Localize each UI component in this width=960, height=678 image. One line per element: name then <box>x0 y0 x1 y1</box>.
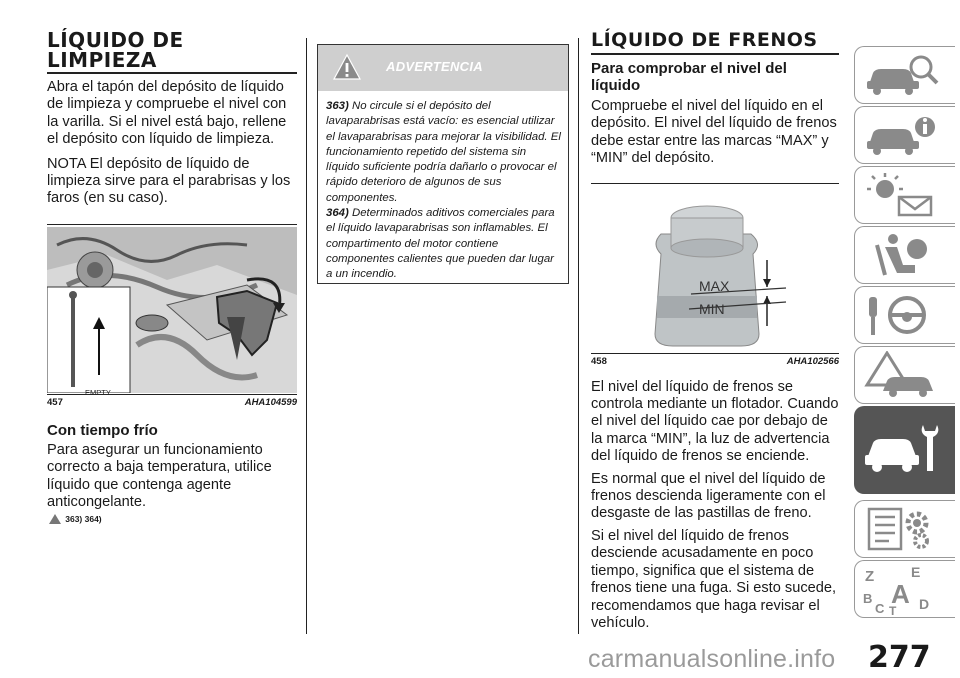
specifications-gear-icon <box>863 505 943 553</box>
page-number: 277 <box>868 640 931 675</box>
warning-triangle-icon <box>332 53 362 81</box>
index-letter-b: B <box>863 591 873 606</box>
index-letter-e: E <box>911 565 921 580</box>
section-title-washer-fluid <box>47 30 297 70</box>
tab-safety[interactable] <box>854 226 955 284</box>
figure-457 <box>47 224 297 408</box>
warning-text <box>318 91 568 283</box>
car-crash-warning-icon <box>863 351 943 399</box>
tab-starting-driving[interactable] <box>854 286 955 344</box>
figure-code: AHA104599 <box>244 396 297 408</box>
warning-item-2-text: Determinados aditivos comerciales para el líquido lavaparabrisas son inflamables. El compartimento del motor contiene componentes calientes que pueden dar lugar a un incendio. <box>326 207 555 281</box>
brake-paragraph-3: Es normal que el nivel del líquido de frenos descienda ligeramente con el desgaste de las pastillas de freno. <box>591 470 826 522</box>
washer-reservoir-illustration <box>47 225 297 393</box>
figure-bottom-rule <box>591 353 839 354</box>
max-mark-label: MAX <box>699 277 730 294</box>
warning-item-1-text: No circule si el depósito del lavaparabrisas está vacío: es esencial utilizar el lavaparabrisas para mejorar la visibilidad. El funcionamiento repetido del sistema sin líquido suficiente podría dañarlo o provocar el rápido deterioro de algunos de sus componentes. <box>326 100 561 204</box>
tab-car-inspection[interactable] <box>854 46 955 104</box>
warning-item-1-number: 363) <box>326 100 349 112</box>
airbag-seat-icon <box>863 231 943 279</box>
alphabet-index-icon <box>863 565 943 615</box>
column-divider-right <box>578 38 579 634</box>
column-divider-left <box>306 38 307 634</box>
index-letter-c: C <box>875 601 885 615</box>
index-letter-d: D <box>919 596 930 612</box>
tab-warning-lights[interactable] <box>854 166 955 224</box>
check-level-heading: Para comprobar el nivel del líquido <box>591 60 787 94</box>
section-title-brake-fluid: LÍQUIDO DE FRENOS <box>591 29 818 51</box>
figure-caption <box>591 356 839 367</box>
min-mark-label: MIN <box>699 300 725 317</box>
index-letter-a: A <box>891 579 910 609</box>
figure-number: 457 <box>47 396 63 408</box>
car-info-icon <box>863 111 943 159</box>
warning-box <box>317 44 569 284</box>
car-wrench-icon <box>863 411 945 489</box>
washer-paragraph-1: Abra el tapón del depósito de líquido de limpieza y compruebe el nivel con la varilla. Si el nivel está bajo, rellene el depósito con líquido de limpieza. <box>47 79 287 148</box>
brake-paragraph-2: El nivel del líquido de frenos se controla mediante un flotador. Cuando el nivel del líquido cae por debajo de la marca “MIN”, la luz de advertencia del líquido de frenos se enciende. <box>591 378 839 465</box>
title-line-2: LIMPIEZA <box>47 48 157 72</box>
title-underline <box>591 53 839 55</box>
figure-number: 458 <box>591 355 607 367</box>
brake-reservoir-illustration <box>591 184 839 352</box>
index-letter-z: Z <box>865 568 875 585</box>
washer-note: NOTA El depósito de líquido de limpieza sirve para el parabrisas y los faros (en su caso). <box>47 155 291 207</box>
cold-weather-heading: Con tiempo frío <box>47 421 158 439</box>
figure-caption <box>47 397 297 408</box>
tab-car-info[interactable] <box>854 106 955 164</box>
figure-code: AHA102566 <box>786 355 839 367</box>
tab-specifications[interactable] <box>854 500 955 558</box>
car-magnifier-icon <box>863 51 943 99</box>
title-underline <box>47 72 297 74</box>
brake-paragraph-1: Compruebe el nivel del líquido en el depósito. El nivel del líquido de frenos debe estar entre las marcas “MAX” y “MIN” del depósito. <box>591 98 837 167</box>
warning-triangle-icon <box>49 514 61 524</box>
watermark: carmanualsonline.info <box>588 645 836 673</box>
warning-light-envelope-icon <box>863 171 943 219</box>
warning-header <box>318 45 568 91</box>
left-column <box>47 30 297 524</box>
cold-weather-text: Para asegurar un funcionamiento correcto a baja temperatura, utilice líquido que contenga agente anticongelante. <box>47 441 272 511</box>
warning-title: ADVERTENCIA <box>386 59 483 74</box>
tab-index[interactable] <box>854 560 955 618</box>
figure-458 <box>591 183 839 367</box>
tab-emergency[interactable] <box>854 346 955 404</box>
title-line-1: LÍQUIDO DE <box>47 28 184 52</box>
brake-paragraph-4: Si el nivel del líquido de frenos desciende acusadamente en poco tiempo, significa que el sistema de frenos tiene una fuga. Si esto sucede, recomendamos que haga revisar el vehículo. <box>591 527 837 631</box>
key-steering-wheel-icon <box>863 291 943 339</box>
tab-maintenance[interactable] <box>854 406 955 494</box>
right-column <box>591 30 839 632</box>
warning-references <box>47 514 297 524</box>
index-letter-t: T <box>889 604 897 615</box>
figure-label-empty: EMPTY <box>85 388 111 397</box>
reference-numbers: 363) 364) <box>65 514 102 525</box>
warning-item-2-number: 364) <box>326 207 349 220</box>
